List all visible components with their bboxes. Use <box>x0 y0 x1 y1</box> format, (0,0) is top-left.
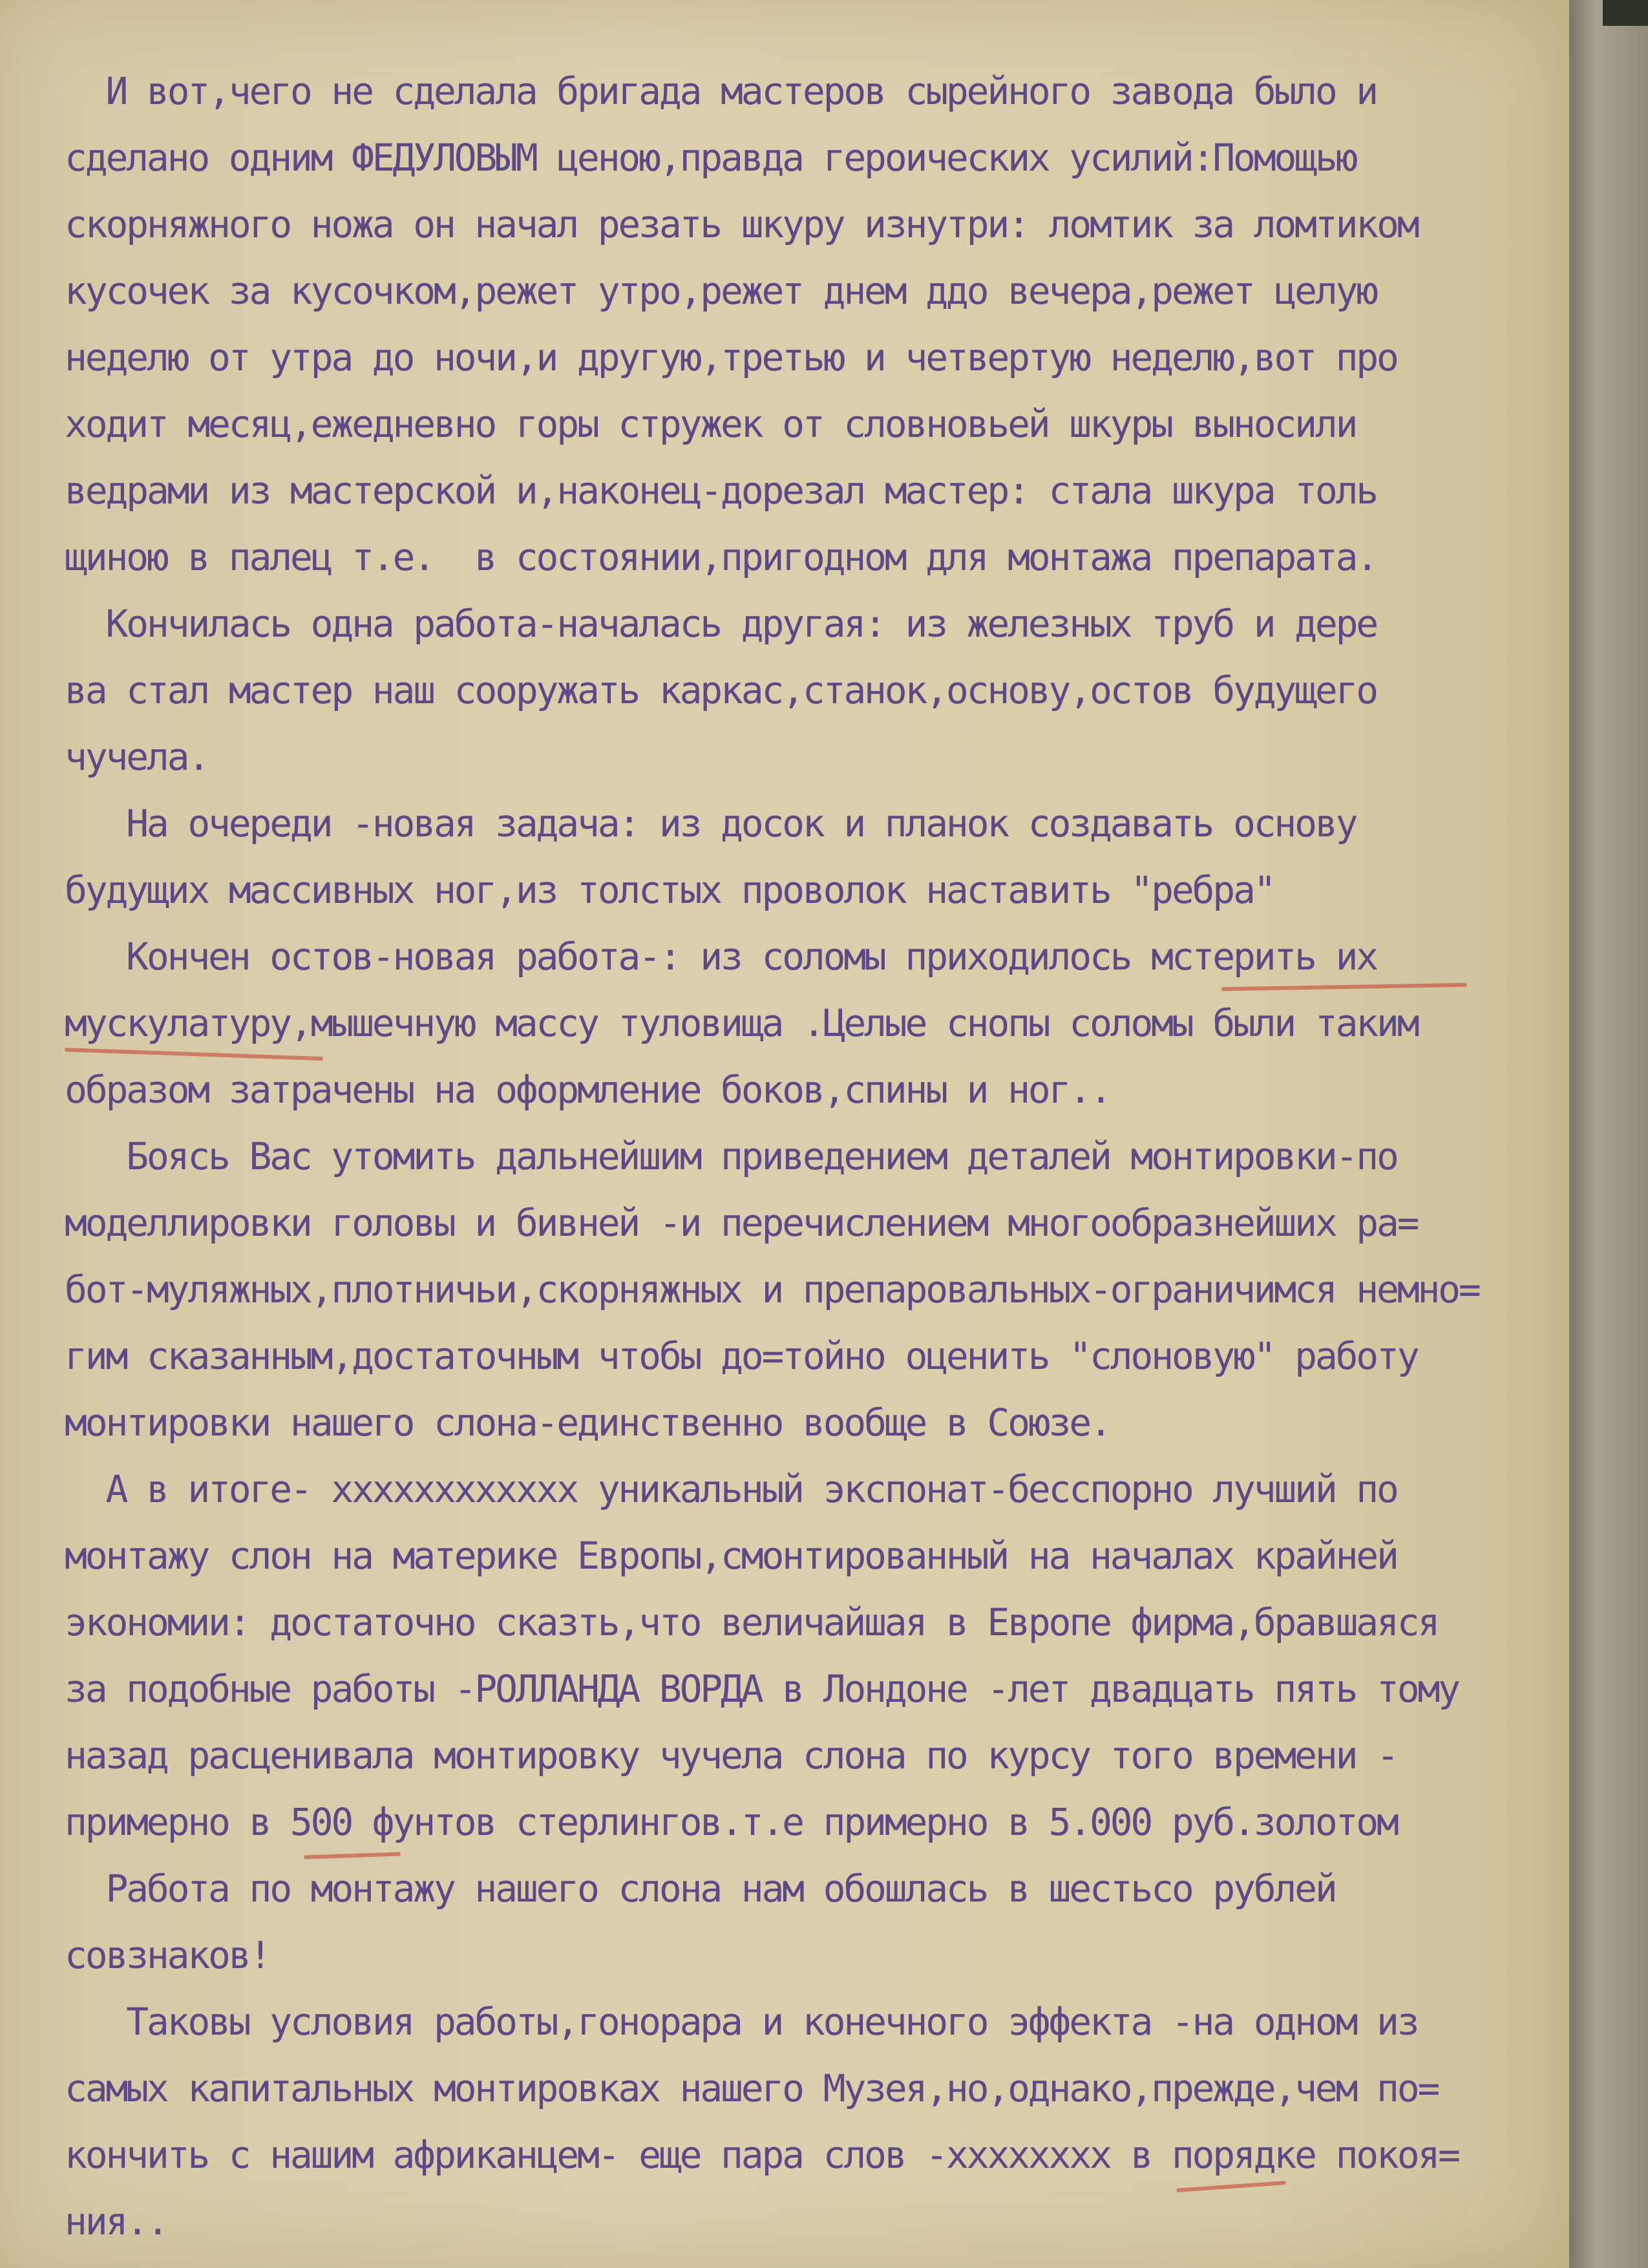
pencil-underline-mark <box>1221 983 1467 991</box>
pencil-underline-mark <box>65 1048 323 1061</box>
text-line: бот-муляжных,плотничьи,скорняжных и препаровальных-ограничимся немно= <box>65 1267 1479 1311</box>
text-line: монтировки нашего слона-единственно вообще в Союзе. <box>65 1401 1110 1445</box>
text-line: Кончилась одна работа-началась другая: из железных труб и дере <box>65 602 1377 646</box>
text-line: скорняжного ножа он начал резать шкуру изнутри: ломтик за ломтиком <box>65 202 1418 246</box>
text-line: экономии: достаточно сказть,что величайшая в Европе фирма,бравшаяся <box>65 1600 1439 1644</box>
text-line: примерно в 500 фунтов стерлингов.т.е примерно в 5.000 руб.золотом <box>65 1800 1397 1844</box>
text-line: ва стал мастер наш сооружать каркас,станок,основу,остов будущего <box>65 668 1377 712</box>
text-line: Таковы условия работы,гонорара и конечного эффекта -на одном из <box>65 2000 1418 2044</box>
text-line: неделю от утра до ночи,и другую,третью и четвертую неделю,вот про <box>65 335 1397 379</box>
text-line: Кончен остов-новая работа-: из соломы приходилось мстерить их <box>65 935 1377 979</box>
text-line: самых капитальных монтировках нашего Музея,но,однако,прежде,чем по= <box>65 2066 1439 2110</box>
text-line: монтажу слон на материке Европы,смонтированный на началах крайней <box>65 1534 1397 1578</box>
text-line: за подобные работы -РОЛЛАНДА ВОРДА в Лондоне -лет двадцать пять тому <box>65 1667 1459 1711</box>
text-line: назад расценивала монтировку чучела слона по курсу того времени - <box>65 1733 1397 1777</box>
text-line: будущих массивных ног,из толстых проволок наставить "ребра" <box>65 868 1274 912</box>
text-line: образом затрачены на оформление боков,спины и ног.. <box>65 1068 1110 1112</box>
pencil-underline-mark <box>1176 2181 1286 2192</box>
text-line: ведрами из мастерской и,наконец-дорезал мастер: стала шкура толь <box>65 469 1377 513</box>
text-line: чучела. <box>65 735 209 779</box>
text-line: кончить с нашим африканцем- еще пара слов -xxxxxxxx в порядке покоя= <box>65 2133 1459 2177</box>
text-line: щиною в палец т.е. в состоянии,пригодном для монтажа препарата. <box>65 535 1377 579</box>
text-line: И вот,чего не сделала бригада мастеров сырейного завода было и <box>65 69 1377 113</box>
text-line: ния.. <box>65 2199 167 2243</box>
text-line: совзнаков! <box>65 1933 270 1977</box>
text-line: Работа по монтажу нашего слона нам обошлась в шестьсо рублей <box>65 1867 1336 1911</box>
text-line: На очереди -новая задача: из досок и планок создавать основу <box>65 801 1357 845</box>
text-line: Боясь Вас утомить дальнейшим приведением деталей монтировки-по <box>65 1134 1397 1178</box>
scanner-background <box>1569 0 1648 2268</box>
text-line: сделано одним ФЕДУЛОВЫМ ценою,правда героических усилий:Помощью <box>65 136 1357 180</box>
text-line: кусочек за кусочком,режет утро,режет днем ддо вечера,режет целую <box>65 269 1377 313</box>
pencil-underline-mark <box>304 1852 401 1859</box>
text-line: ходит месяц,ежедневно горы стружек от словновьей шкуры выносили <box>65 402 1357 446</box>
text-line: моделлировки головы и бивней -и перечислением многообразнейших ра= <box>65 1201 1418 1245</box>
text-line: А в итоге- xxxxxxxxxxxx уникальный экспонат-бесспорно лучший по <box>65 1467 1397 1511</box>
scanner-corner <box>1603 0 1648 26</box>
text-line: гим сказанным,достаточным чтобы до=тойно оценить "слоновую" работу <box>65 1334 1418 1378</box>
text-line: мускулатуру,мышечную массу туловища .Целые снопы соломы были таким <box>65 1001 1418 1045</box>
